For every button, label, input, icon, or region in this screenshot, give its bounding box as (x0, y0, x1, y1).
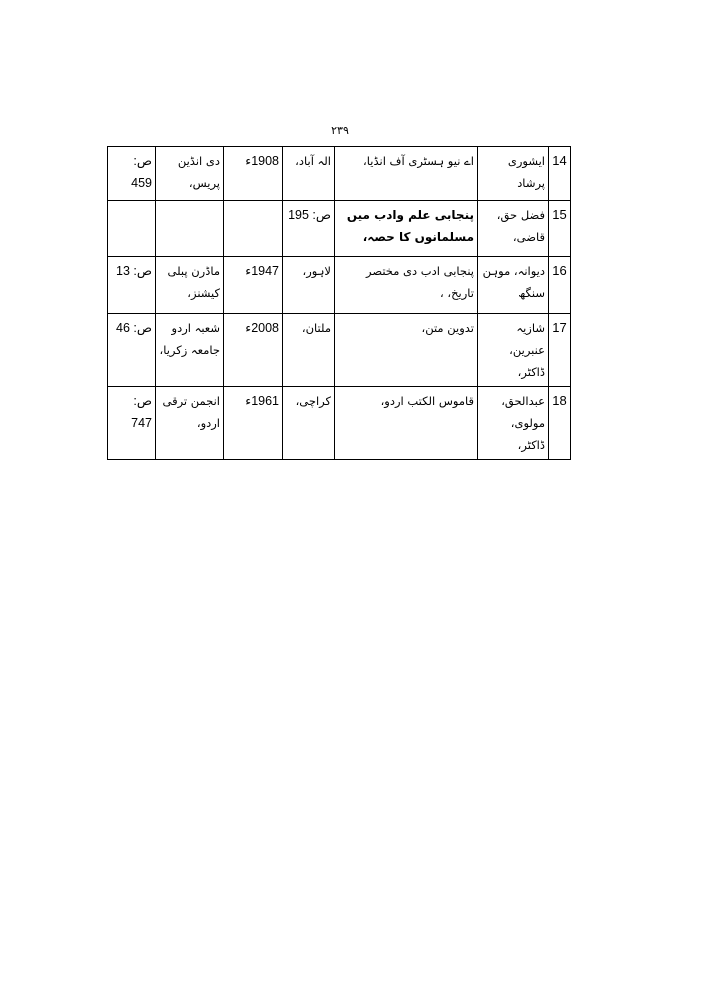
row-number: 16 (549, 257, 571, 314)
page-cell: ص: 46 (108, 314, 156, 387)
page-cell: ص: 195 (283, 201, 335, 257)
title-cell: پنجابی ادب دی مختصر تاریخ، ، (335, 257, 478, 314)
row-number: 15 (549, 201, 571, 257)
row-number: 18 (549, 387, 571, 460)
year-cell: 2008ء (224, 314, 283, 387)
place-cell: ملتان، (283, 314, 335, 387)
page-cell: ص: 13 (108, 257, 156, 314)
title-cell: پنجابی علم وادب میں مسلمانوں کا حصہ، (335, 201, 478, 257)
place-cell: لاہور، (283, 257, 335, 314)
table-row (108, 147, 571, 201)
publisher-cell (156, 201, 224, 257)
publisher-cell: انجمن ترقی اردو، (156, 387, 224, 460)
publisher-cell: ماڈرن پبلی کیشنز، (156, 257, 224, 314)
page-cell (108, 201, 156, 257)
author-cell: دیوانہ، موہن سنگھ (478, 257, 549, 314)
page-number: ۲۳۹ (331, 124, 349, 137)
author-cell: فضل حق، قاضی، (478, 201, 549, 257)
page-cell: ص: 747 (108, 387, 156, 460)
table-row (108, 257, 571, 314)
row-number: 17 (549, 314, 571, 387)
year-cell (224, 201, 283, 257)
year-cell: 1908ء (224, 147, 283, 201)
place-cell: کراچی، (283, 387, 335, 460)
publisher-cell: دی انڈین پریس، (156, 147, 224, 201)
title-cell: تدوین متن، (335, 314, 478, 387)
place-cell: الہ آباد، (283, 147, 335, 201)
author-cell: شازیہ عنبرین، ڈاکٹر، (478, 314, 549, 387)
table-row (108, 314, 571, 387)
year-cell: 1961ء (224, 387, 283, 460)
author-cell: عبدالحق، مولوی، ڈاکٹر، (478, 387, 549, 460)
title-cell: اے نیو ہسٹری آف انڈیا، (335, 147, 478, 201)
page-cell: ص: 459 (108, 147, 156, 201)
table-row (108, 201, 571, 257)
year-cell: 1947ء (224, 257, 283, 314)
row-number: 14 (549, 147, 571, 201)
title-cell: قاموس الکتب اردو، (335, 387, 478, 460)
author-cell: ایشوری پرشاد (478, 147, 549, 201)
publisher-cell: شعبہ اردو جامعہ زکریا، (156, 314, 224, 387)
references-table (107, 146, 571, 460)
table-row (108, 387, 571, 460)
